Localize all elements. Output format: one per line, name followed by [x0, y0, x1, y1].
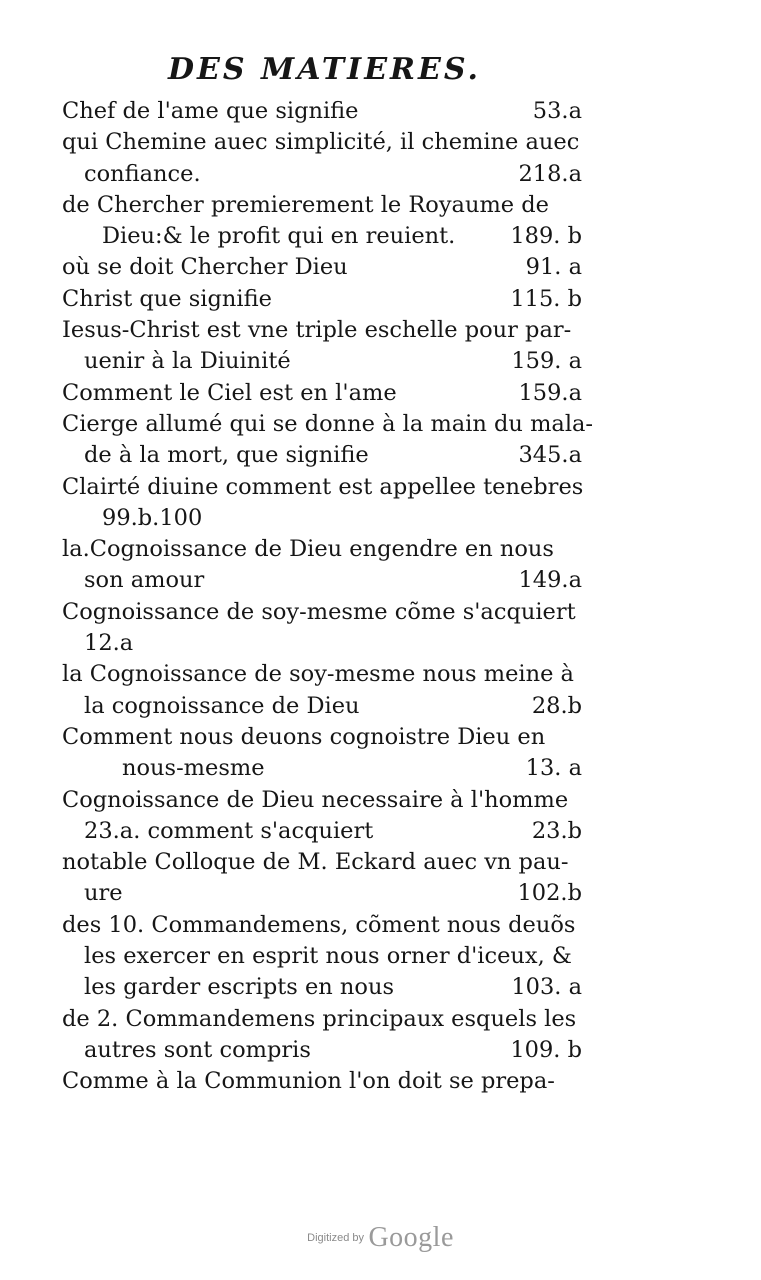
page-reference: 345.a: [518, 442, 582, 469]
page-reference: 91. a: [525, 254, 582, 281]
index-entry: [62, 878, 582, 909]
entry-text: la.Cognoissance de Dieu engendre en nous: [62, 536, 554, 563]
index-entry: [62, 847, 582, 878]
entry-text: qui Chemine auec simplicité, il chemine auec: [62, 129, 580, 156]
entry-text: Cierge allumé qui se donne à la main du mala-: [62, 410, 594, 437]
entry-text: de à la mort, que signifie: [84, 442, 369, 469]
index-entry: [62, 1004, 582, 1035]
entry-text: de Chercher premierement le Royaume de: [62, 191, 549, 218]
page-reference: 109. b: [510, 1036, 582, 1063]
index-entry: [62, 816, 582, 847]
entry-text: Christ que signifie: [62, 285, 272, 312]
page-reference: 115. b: [510, 285, 582, 312]
page-reference: 159.a: [518, 379, 582, 406]
entry-text: Cognoissance de soy-mesme cõme s'acquiert: [62, 598, 576, 625]
entry-text: Clairté diuine comment est appellee tenebres: [62, 473, 584, 500]
page-reference: 102.b: [517, 880, 582, 907]
page-reference: 28.b: [531, 692, 582, 719]
page-reference: 103. a: [511, 974, 582, 1001]
entry-text: la cognoissance de Dieu: [84, 692, 360, 719]
index-entry: [62, 284, 582, 315]
index-entry: [62, 346, 582, 377]
index-entry: [62, 753, 582, 784]
entry-text: Dieu:& le profit qui en reuient.: [102, 223, 456, 250]
index-entry: [62, 472, 582, 503]
entry-text: la Cognoissance de soy-mesme nous meine à: [62, 661, 574, 688]
entry-text: les garder escripts en nous: [84, 974, 395, 1001]
index-entry: [62, 691, 582, 722]
index-entry: [62, 252, 582, 283]
entry-text: autres sont compris: [84, 1036, 311, 1063]
index-entry: [62, 378, 582, 409]
index-entry: [62, 440, 582, 471]
entry-text: 99.b.100: [102, 504, 203, 531]
entry-text: Cognoissance de Dieu necessaire à l'homme: [62, 786, 569, 813]
index-entry: [62, 127, 582, 158]
digitized-by-label: Digitized by: [307, 1232, 364, 1244]
digitization-footer: [0, 1222, 761, 1254]
entry-text: de 2. Commandemens principaux esquels les: [62, 1005, 577, 1032]
index-entry: [62, 159, 582, 190]
page-reference: 159. a: [511, 348, 582, 375]
index-entry: [62, 503, 582, 534]
entry-text: confiance.: [84, 160, 201, 187]
index-entry: [62, 1066, 582, 1097]
index-entry: [62, 659, 582, 690]
entry-text: les exercer en esprit nous orner d'iceux, &: [84, 943, 572, 970]
entry-text: ure: [84, 880, 123, 907]
index-entry: [62, 785, 582, 816]
entry-text: son amour: [84, 567, 205, 594]
index-entries: [62, 96, 594, 1098]
entry-text: Comment le Ciel est en l'ame: [62, 379, 397, 406]
index-entry: [62, 96, 582, 127]
page-reference: 189. b: [510, 223, 582, 250]
google-logo: Google: [368, 1222, 454, 1253]
entry-text: notable Colloque de M. Eckard auec vn pau-: [62, 849, 569, 876]
index-entry: [62, 190, 582, 221]
index-entry: [62, 628, 582, 659]
index-entry: [62, 221, 582, 252]
index-entry: [62, 315, 582, 346]
entry-text: Comment nous deuons cognoistre Dieu en: [62, 723, 546, 750]
page-reference: 218.a: [518, 160, 582, 187]
entry-text: nous-mesme: [122, 755, 265, 782]
index-entry: [62, 722, 582, 753]
entry-text: Iesus-Christ est vne triple eschelle pour par-: [62, 317, 572, 344]
entry-text: où se doit Chercher Dieu: [62, 254, 348, 281]
index-entry: [62, 1035, 582, 1066]
index-entry: [62, 534, 582, 565]
index-entry: [62, 910, 582, 941]
page-reference: 149.a: [518, 567, 582, 594]
page-reference: 23.b: [531, 817, 582, 844]
index-entry: [62, 972, 582, 1003]
index-entry: [62, 941, 582, 972]
entry-text: 23.a. comment s'acquiert: [84, 817, 374, 844]
entry-text: 12.a: [84, 630, 134, 657]
entry-text: Chef de l'ame que signifie: [62, 98, 359, 124]
index-entry: [62, 409, 594, 440]
entry-text: uenir à la Diuinité: [84, 348, 291, 375]
running-head: DES MATIERES.: [168, 52, 481, 87]
page-reference: 13. a: [525, 755, 582, 782]
entry-text: Comme à la Communion l'on doit se prepa-: [62, 1068, 555, 1095]
index-entry: [62, 597, 582, 628]
index-entry: [62, 565, 582, 596]
page-reference: 53.a: [532, 98, 582, 124]
entry-text: des 10. Commandemens, cõment nous deuõs: [62, 911, 576, 938]
